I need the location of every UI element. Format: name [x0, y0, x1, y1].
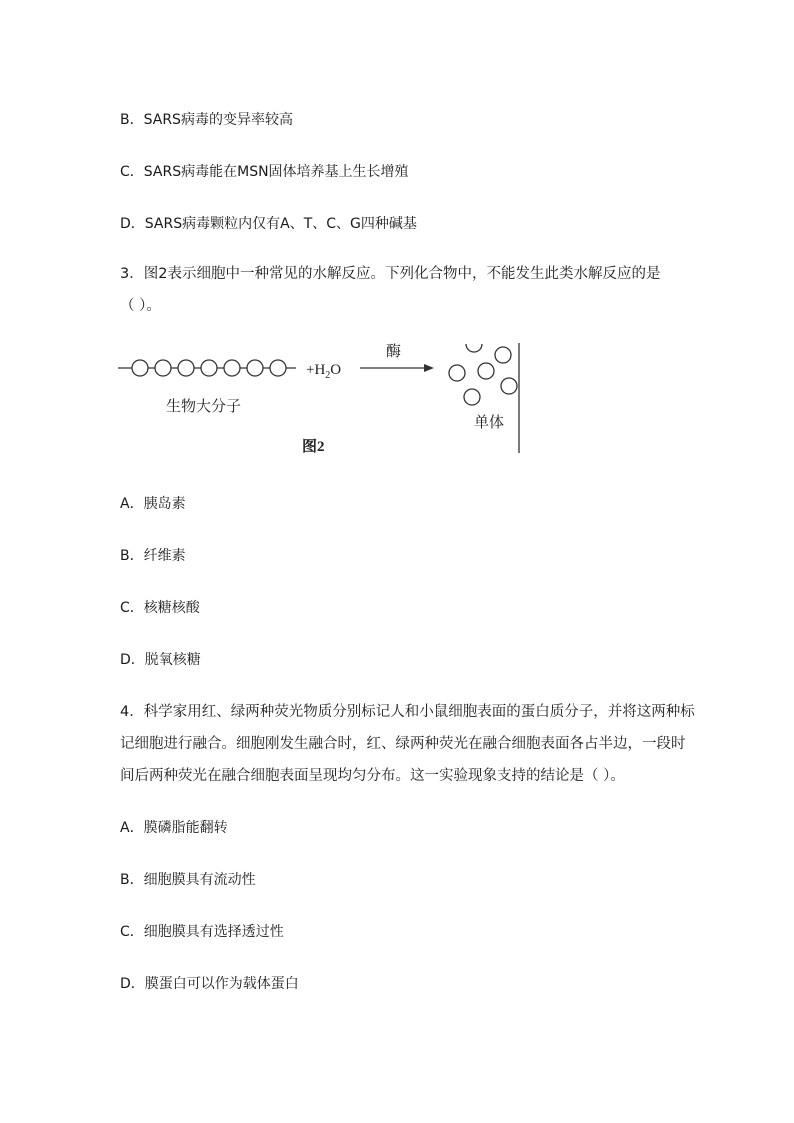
q3-option-c: C．核糖核酸 [120, 600, 200, 616]
q3-stem-line1: 3．图2表示细胞中一种常见的水解反应。下列化合物中，不能发生此类水解反应的是 [120, 266, 661, 282]
monomer-circles [449, 344, 517, 405]
q3-option-b: B．纤维素 [120, 548, 186, 564]
q4-stem-line1: 4．科学家用红、绿两种荧光物质分别标记人和小鼠细胞表面的蛋白质分子，并将这两种标 [120, 704, 695, 720]
monomer-label: 单体 [474, 415, 505, 431]
q2-option-b: B．SARS病毒的变异率较高 [120, 112, 293, 128]
water-label: $+H_2O$ [306, 362, 342, 381]
q4-option-b: B．细胞膜具有流动性 [120, 872, 256, 888]
q4-option-c: C．细胞膜具有选择透过性 [120, 924, 284, 940]
q3-option-d: D．脱氧核糖 [120, 652, 201, 668]
q4-option-a: A．膜磷脂能翻转 [120, 820, 228, 836]
q2-option-d: D．SARS病毒颗粒内仅有A、T、C、G四种碱基 [120, 216, 417, 232]
q2-option-c: C．SARS病毒能在MSN固体培养基上生长增殖 [120, 164, 409, 180]
q3-option-a: A．胰岛素 [120, 496, 186, 512]
enzyme-label: 酶 [386, 344, 402, 360]
macromolecule-label: 生物大分子 [166, 399, 242, 415]
figure-caption: 图2 [302, 439, 325, 455]
hydrolysis-figure [118, 338, 528, 458]
q4-stem-line2: 记细胞进行融合。细胞刚发生融合时，红、绿两种荧光在融合细胞表面各占半边，一段时 [120, 736, 686, 752]
arrow-head [424, 364, 434, 372]
chain-beads [132, 360, 286, 376]
q3-stem-line2: （ ）。 [120, 298, 161, 314]
q4-stem-line3: 间后两种荧光在融合细胞表面呈现均匀分布。这一实验现象支持的结论是（ ）。 [120, 768, 625, 784]
q4-option-d: D．膜蛋白可以作为载体蛋白 [120, 976, 299, 992]
